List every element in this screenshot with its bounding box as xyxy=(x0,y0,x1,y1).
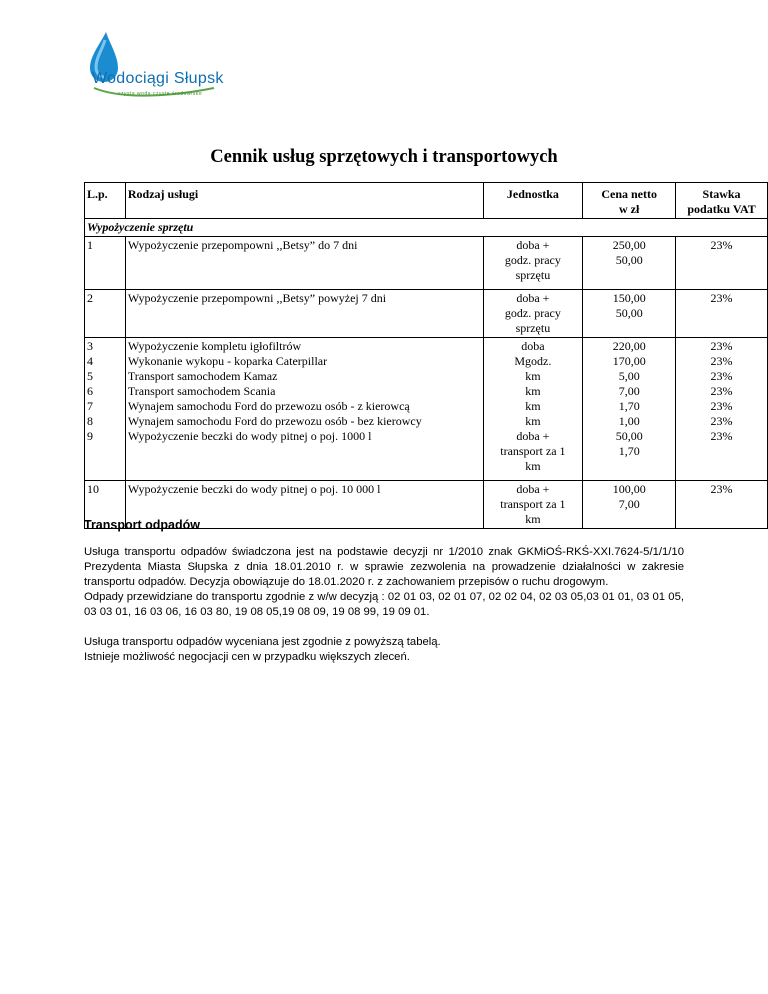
section-title: Wypożyczenie sprzętu xyxy=(85,219,768,237)
header-vat-line2: podatku VAT xyxy=(687,202,756,216)
unit-line: godz. pracy xyxy=(504,306,561,320)
table-header-row xyxy=(85,183,768,219)
table-row xyxy=(85,237,768,290)
row-lp: 8 xyxy=(87,414,93,428)
row-vat: 23% xyxy=(676,237,768,290)
unit-line: km xyxy=(525,369,541,383)
transport-paragraph-1: Usługa transportu odpadów świadczona jest na podstawie decyzji nr 1/2010 znak GKMiOŚ-RKŚ-XXI.7624-5/1/1/10 Prezydenta Miasta Słupska z dnia 18.01.2010 r. w sprawie zezwolenia na prowadzenie działalności w zakresie transportu odpadów. Decyzja obowiązuje do 18.01.2020 r. z zachowaniem przepisów o ruchu drogowym. xyxy=(84,546,684,588)
unit-line: sprzętu xyxy=(515,268,551,282)
unit-line: km xyxy=(525,414,541,428)
header-vat xyxy=(676,183,768,219)
transport-paragraph xyxy=(84,545,684,665)
row-unit xyxy=(483,237,583,290)
row-service: Wynajem samochodu Ford do przewozu osób - z kierowcą xyxy=(127,399,410,413)
price-line: 50,00 xyxy=(615,253,643,267)
logo-text: Wodociągi Słupsk xyxy=(92,70,224,87)
vat-line: 23% xyxy=(710,429,733,443)
vat-line: 23% xyxy=(710,339,733,353)
unit-line: godz. pracy xyxy=(504,253,561,267)
header-price-line1: Cena netto xyxy=(601,187,658,201)
vat-line: 23% xyxy=(710,384,733,398)
price-line: 250,00 xyxy=(612,238,646,252)
section-row xyxy=(85,219,768,237)
row-service: Transport samochodem Scania xyxy=(127,384,276,398)
unit-line: km xyxy=(525,399,541,413)
row-price xyxy=(583,237,676,290)
header-price xyxy=(583,183,676,219)
unit-line: sprzętu xyxy=(515,321,551,335)
row-service: Wypożyczenie beczki do wody pitnej o poj. 10 000 l xyxy=(125,481,483,529)
unit-line: Mgodz. xyxy=(514,354,552,368)
page-title: Cennik usług sprzętowych i transportowych xyxy=(210,147,558,167)
transport-note-1: Usługa transportu odpadów wyceniana jest zgodnie z powyższą tabelą. xyxy=(84,636,441,648)
row-lp: 2 xyxy=(85,290,126,338)
row-unit-group xyxy=(483,338,583,481)
price-line: 220,00 xyxy=(612,339,646,353)
row-lp: 7 xyxy=(87,399,93,413)
row-lp: 3 xyxy=(87,339,93,353)
price-line: 150,00 xyxy=(612,291,646,305)
row-service: Wypożyczenie przepompowni ,,Betsy” do 7 dni xyxy=(125,237,483,290)
row-service: Wykonanie wykopu - koparka Caterpillar xyxy=(127,354,328,368)
row-price xyxy=(583,290,676,338)
price-line: 7,00 xyxy=(618,384,640,398)
vat-line: 23% xyxy=(710,399,733,413)
unit-line: doba + xyxy=(516,482,550,496)
price-line: 100,00 xyxy=(612,482,646,496)
price-line: 50,00 xyxy=(615,306,643,320)
price-line: 5,00 xyxy=(618,369,640,383)
unit-line: doba + xyxy=(516,429,550,443)
company-logo xyxy=(84,30,274,112)
vat-line: 23% xyxy=(710,354,733,368)
row-lp: 6 xyxy=(87,384,93,398)
header-service: Rodzaj usługi xyxy=(125,183,483,219)
unit-line: km xyxy=(525,384,541,398)
row-service: Wynajem samochodu Ford do przewozu osób - bez kierowcy xyxy=(127,414,422,428)
unit-line: doba + xyxy=(516,238,550,252)
row-unit xyxy=(483,290,583,338)
header-price-line2: w zł xyxy=(619,202,640,216)
logo-tagline: czysta woda czyste środowisko xyxy=(118,91,202,97)
table-row-group xyxy=(85,338,768,481)
price-line: 7,00 xyxy=(618,497,640,511)
vat-line: 23% xyxy=(710,414,733,428)
row-price-group xyxy=(583,338,676,481)
price-line: 170,00 xyxy=(612,354,646,368)
transport-paragraph-2: Odpady przewidziane do transportu zgodnie z w/w decyzją : 02 01 03, 02 01 07, 02 02 04, 02 03 05,03 01 01, 03 01 05, 03 03 01, 16 03 06, 16 03 80, 19 08 05,19 08 09, 19 08 99, 19 09 01. xyxy=(84,591,684,618)
transport-note-2: Istnieje możliwość negocjacji cen w przypadku większych zleceń. xyxy=(84,651,410,663)
price-line: 1,70 xyxy=(618,444,640,458)
row-service: Wypożyczenie beczki do wody pitnej o poj. 1000 l xyxy=(127,429,372,443)
row-lp: 10 xyxy=(85,481,126,529)
price-line: 50,00 xyxy=(615,429,643,443)
unit-line: km xyxy=(525,512,541,526)
unit-line: transport za 1 xyxy=(500,444,566,458)
row-lp: 5 xyxy=(87,369,93,383)
price-table xyxy=(84,182,768,529)
price-line: 1,70 xyxy=(618,399,640,413)
row-service: Transport samochodem Kamaz xyxy=(127,369,278,383)
row-vat: 23% xyxy=(676,481,768,529)
unit-line: doba + xyxy=(516,291,550,305)
row-lp: 9 xyxy=(87,429,93,443)
row-service-group xyxy=(125,338,483,481)
unit-line: doba xyxy=(521,339,545,353)
header-unit: Jednostka xyxy=(483,183,583,219)
row-vat-group xyxy=(676,338,768,481)
row-service: Wypożyczenie przepompowni ,,Betsy” powyżej 7 dni xyxy=(125,290,483,338)
vat-line: 23% xyxy=(710,369,733,383)
row-lp: 4 xyxy=(87,354,93,368)
row-lp-group xyxy=(85,338,126,481)
unit-line: km xyxy=(525,459,541,473)
transport-heading: Transport odpadów xyxy=(84,518,200,532)
row-lp: 1 xyxy=(85,237,126,290)
unit-line: transport za 1 xyxy=(500,497,566,511)
row-service: Wypożyczenie kompletu igłofiltrów xyxy=(127,339,302,353)
header-vat-line1: Stawka xyxy=(702,187,741,201)
header-lp: L.p. xyxy=(85,183,126,219)
row-vat: 23% xyxy=(676,290,768,338)
table-row xyxy=(85,290,768,338)
price-line: 1,00 xyxy=(618,414,640,428)
